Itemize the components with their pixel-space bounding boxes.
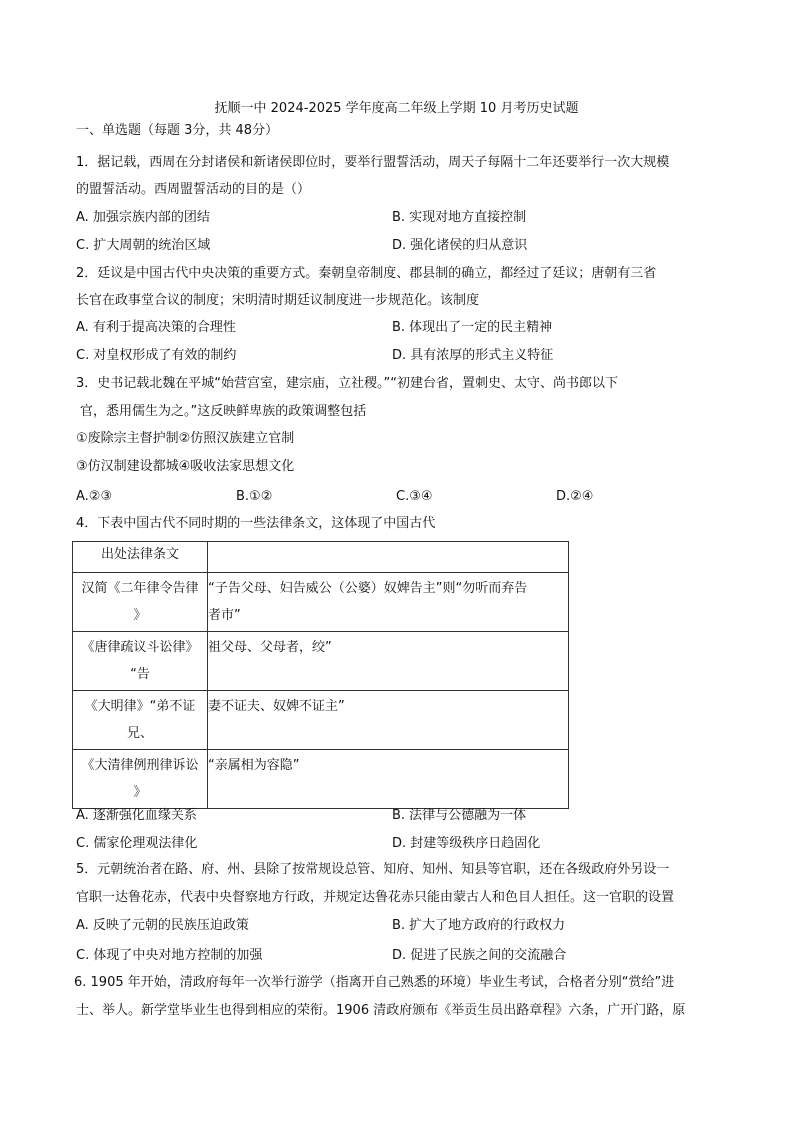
q3-stem-line1: 3．史书记载北魏在平城“始营宫室，建宗庙，立社稷。”“初建台省，置刺史、太守、尚书郎以下 [76, 376, 618, 391]
q6-stem-line1: 6. 1905 年开始，清政府每年一次举行游学（指离开自己熟悉的环境）毕业生考试，合格者分别“赏给”进 [74, 975, 675, 990]
q3-statements-line1: ①废除宗主督护制②仿照汉族建立官制 [76, 431, 295, 446]
q5-option-b: B. 扩大了地方政府的行政权力 [392, 918, 566, 933]
q2-option-c: C. 对皇权形成了有效的制约 [76, 348, 237, 363]
law-table [72, 541, 569, 809]
table-header-row [73, 542, 569, 573]
source-line: “告 [130, 667, 150, 682]
q1-option-a: A. 加强宗族内部的团结 [76, 210, 210, 225]
table-row [73, 691, 569, 750]
source-line: 《大明律》“弟不证 [84, 699, 196, 714]
q1-stem-line1: 1．据记载，西周在分封诸侯和新诸侯即位时，要举行盟誓活动，周天子每隔十二年还要举行一次大规模 [76, 155, 670, 170]
table-header-cell: 出处法律条文 [73, 542, 208, 573]
q3-statements-line2: ③仿汉制建设都城④吸收法家思想文化 [76, 459, 295, 474]
q3-option-a: A.②③ [76, 489, 113, 504]
q2-option-b: B. 体现出了一定的民主精神 [392, 320, 553, 335]
q4-option-a: A. 逐渐强化血缘关系 [76, 808, 197, 823]
source-line: 兄、 [126, 726, 153, 741]
table-source-cell [73, 750, 208, 809]
q4-option-c: C. 儒家伦理观法律化 [76, 836, 198, 851]
text-line: 祖父母、父母者，绞” [208, 640, 332, 655]
table-row [73, 632, 569, 691]
q2-stem-line1: 2．廷议是中国古代中央决策的重要方式。秦朝皇帝制度、郡县制的确立，都经过了廷议；唐朝有三省 [76, 266, 657, 281]
q6-stem-line2: 士、举人。新学堂毕业生也得到相应的荣衔。1906 清政府颁布《举贡生员出路章程》六条，广开门路，原 [76, 1003, 686, 1018]
table-row [73, 750, 569, 809]
q5-stem-line2: 官职一达鲁花赤，代表中央督察地方行政，并规定达鲁花赤只能由蒙古人和色目人担任。这一官职的设置 [76, 890, 675, 905]
text-line: “亲属相为容隐” [208, 758, 300, 773]
q1-option-b: B. 实现对地方直接控制 [392, 210, 527, 225]
q4-option-b: B. 法律与公德融为一体 [392, 808, 527, 823]
q2-option-a: A. 有利于提高决策的合理性 [76, 320, 236, 335]
q3-option-c: C.③④ [396, 489, 433, 504]
text-line: 妻不证夫、奴婢不证主” [208, 699, 345, 714]
q2-option-d: D. 具有浓厚的形式主义特征 [392, 348, 554, 363]
table-text-cell [208, 632, 569, 691]
q3-option-b: B.①② [236, 489, 273, 504]
text-line: “子告父母、妇告威公（公婆）奴婢告主”则“勿听而弃告 [208, 581, 528, 596]
table-row [73, 573, 569, 632]
q5-option-c: C. 体现了中央对地方控制的加强 [76, 948, 263, 963]
q5-stem-line1: 5．元朝统治者在路、府、州、县除了按常规设总管、知府、知州、知县等官职，还在各级政府外另设一 [76, 862, 670, 877]
exam-title: 抚顺一中 2024-2025 学年度高二年级上学期 10 月考历史试题 [214, 101, 579, 116]
section-heading: 一、单选题（每题 3分，共 48分） [76, 123, 279, 138]
source-line: 《唐律疏议斗讼律》 [81, 640, 199, 655]
q1-stem-line2: 的盟誓活动。西周盟誓活动的目的是（） [76, 182, 311, 197]
source-line: 》 [133, 785, 147, 800]
source-line: 《大清律例刑律诉讼 [81, 758, 199, 773]
table-source-cell [73, 691, 208, 750]
source-line: 》 [133, 608, 147, 623]
q1-option-c: C. 扩大周朝的统治区域 [76, 238, 211, 253]
table-header-empty [208, 542, 569, 573]
table-source-cell [73, 573, 208, 632]
source-line: 汉简《二年律令告律 [81, 581, 199, 596]
q1-option-d: D. 强化诸侯的归从意识 [392, 238, 528, 253]
q2-stem-line2: 长官在政事堂合议的制度；宋明清时期廷议制度进一步规范化。该制度 [76, 293, 480, 308]
table-source-cell [73, 632, 208, 691]
q5-option-d: D. 促进了民族之间的交流融合 [392, 948, 567, 963]
table-text-cell [208, 750, 569, 809]
q3-option-d: D.②④ [556, 489, 594, 504]
table-text-cell [208, 573, 569, 632]
q4-stem: 4．下表中国古代不同时期的一些法律条文，这体现了中国古代 [76, 516, 436, 531]
table-text-cell [208, 691, 569, 750]
text-line: 者市” [208, 608, 241, 623]
q4-option-d: D. 封建等级秩序日趋固化 [392, 836, 541, 851]
q3-stem-line2: 官，悉用儒生为之。”这反映鲜卑族的政策调整包括 [80, 404, 367, 419]
q5-option-a: A. 反映了元朝的民族压迫政策 [76, 918, 249, 933]
